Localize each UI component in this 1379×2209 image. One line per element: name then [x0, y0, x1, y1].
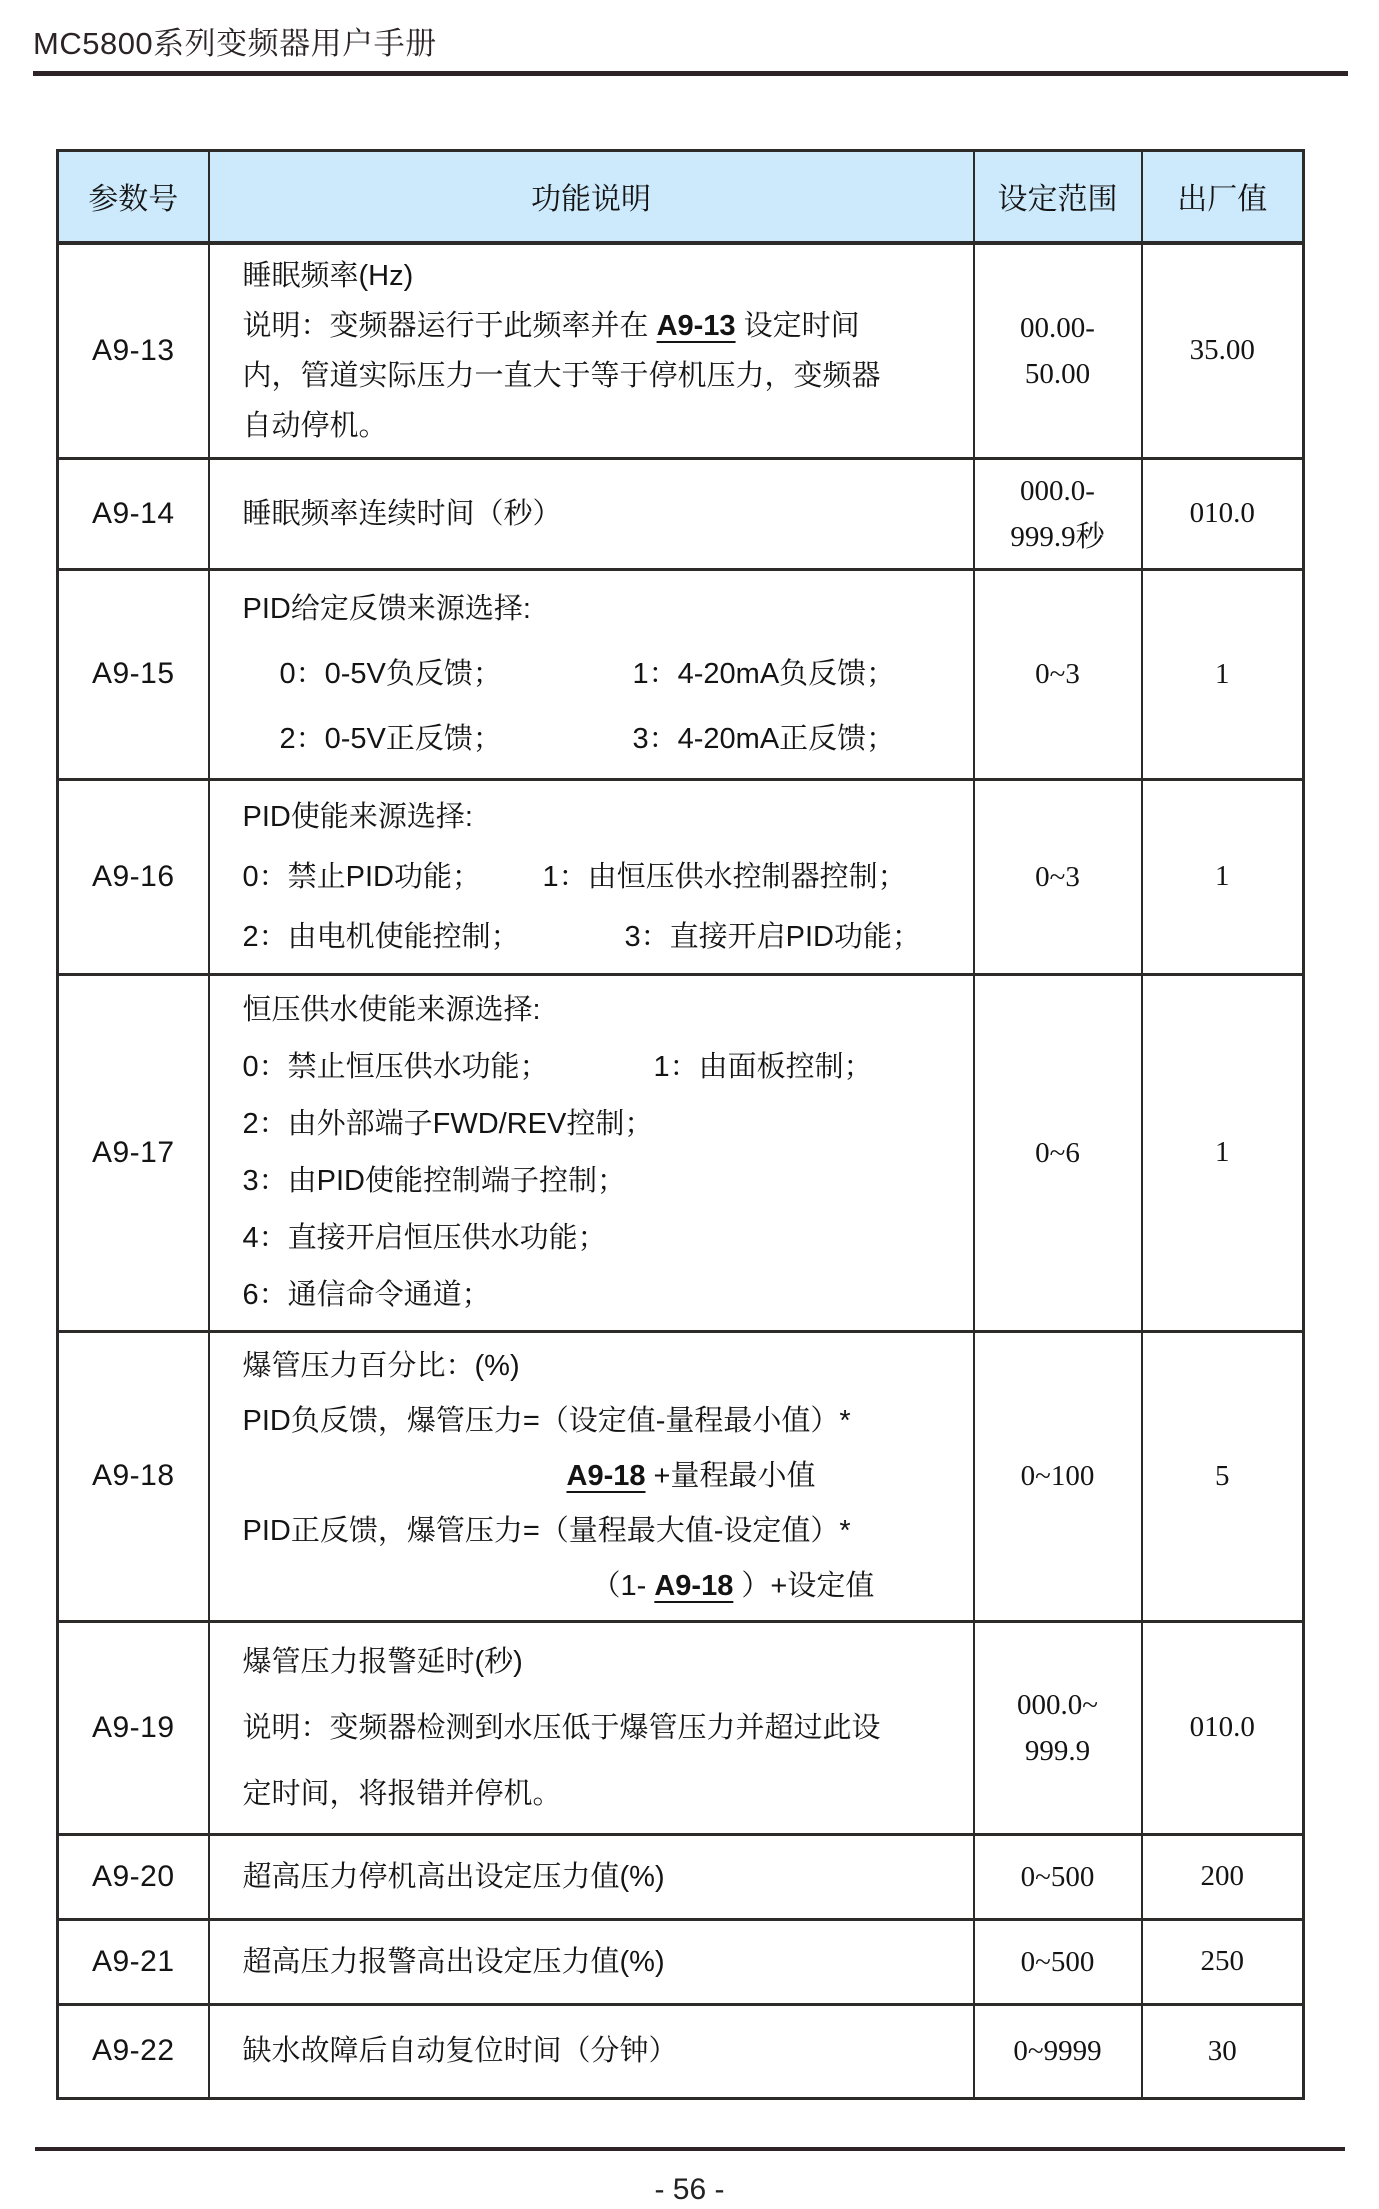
desc-line — [243, 1210, 955, 1267]
desc-text: 超高压力停机高出设定压力值(%) — [242, 1860, 665, 1893]
range-line: 50.00 — [1024, 357, 1091, 390]
column-header-desc: 功能说明 — [209, 151, 974, 243]
page-header-title: MC5800系列变频器用户手册 — [33, 26, 437, 61]
range-line: 0~6 — [1035, 1136, 1080, 1169]
range-line: 000.0- — [1020, 474, 1095, 507]
param-reference: A9-18 — [566, 1459, 646, 1492]
range-cell — [974, 779, 1142, 974]
page-header — [0, 24, 1379, 76]
param-cell: A9-19 — [58, 1621, 209, 1834]
desc-line — [243, 982, 955, 1039]
desc-text: 0：0-5V负反馈； — [279, 657, 502, 690]
default-cell: 250 — [1142, 1919, 1304, 2004]
desc-line — [243, 2027, 955, 2075]
desc-text: 定时间，将报错并停机。 — [242, 1777, 562, 1810]
column-header-default: 出厂值 — [1142, 151, 1304, 243]
desc-line — [243, 1039, 955, 1096]
footer-rule — [35, 2147, 1345, 2151]
desc-line — [280, 642, 955, 707]
table-row — [58, 1834, 1304, 1919]
param-cell: A9-21 — [58, 1919, 209, 2004]
desc-line — [243, 1761, 955, 1827]
desc-text: 缺水故障后自动复位时间（分钟） — [242, 2035, 678, 2067]
param-cell: A9-13 — [58, 243, 209, 459]
desc-line — [243, 1853, 955, 1901]
range-cell — [974, 1331, 1142, 1621]
range-line: 00.00- — [1020, 311, 1095, 344]
range-cell — [974, 1919, 1142, 2004]
desc-cell — [209, 1834, 974, 1919]
desc-line — [280, 707, 955, 772]
desc-line — [243, 1096, 955, 1153]
column-header-param: 参数号 — [58, 151, 209, 243]
desc-text: 恒压供水使能来源选择: — [242, 993, 541, 1026]
default-cell: 1 — [1142, 974, 1304, 1331]
desc-line — [243, 1938, 955, 1986]
table-header-row — [58, 151, 1304, 243]
range-line: 999.9秒 — [1010, 520, 1105, 553]
parameter-table — [56, 149, 1305, 2100]
desc-cell — [209, 1331, 974, 1621]
desc-text: 6：通信命令通道； — [242, 1278, 491, 1311]
table-row — [58, 974, 1304, 1331]
param-reference: A9-18 — [654, 1569, 734, 1602]
table-row — [58, 458, 1304, 569]
desc-text: 3：4-20mA正反馈； — [632, 722, 896, 755]
desc-cell — [209, 458, 974, 569]
desc-line — [243, 351, 955, 401]
column-header-range: 设定范围 — [974, 151, 1142, 243]
desc-cell — [209, 974, 974, 1331]
desc-cell — [209, 569, 974, 779]
desc-text: +量程最小值 — [645, 1459, 816, 1492]
range-line: 0~3 — [1035, 658, 1080, 690]
desc-text: 2：由电机使能控制； — [242, 920, 520, 953]
desc-line — [243, 577, 955, 642]
range-cell — [974, 569, 1142, 779]
desc-text: 睡眠频率连续时间（秒） — [242, 497, 562, 530]
param-reference: A9-13 — [656, 309, 736, 342]
range-line: 999.9 — [1024, 1734, 1091, 1767]
desc-line — [243, 1629, 955, 1695]
range-cell — [974, 458, 1142, 569]
range-line: 000.0~ — [1017, 1688, 1098, 1721]
default-cell: 1 — [1142, 779, 1304, 974]
range-cell — [974, 243, 1142, 459]
range-line: 0~500 — [1020, 1860, 1095, 1893]
desc-text: 1：4-20mA负反馈； — [632, 657, 896, 690]
table-row — [58, 243, 1304, 459]
range-line: 0~9999 — [1013, 2035, 1102, 2067]
default-cell: 010.0 — [1142, 1621, 1304, 1834]
desc-text: 超高压力报警高出设定压力值(%) — [242, 1945, 665, 1978]
desc-text: 1：由恒压供水控制器控制； — [542, 860, 907, 893]
desc-text: PID正反馈，爆管压力=（量程最大值-设定值）* — [242, 1514, 851, 1547]
range-cell — [974, 1621, 1142, 1834]
desc-line — [243, 907, 955, 967]
desc-text: 3：由PID使能控制端子控制； — [242, 1164, 626, 1197]
default-cell: 5 — [1142, 1331, 1304, 1621]
desc-text: 睡眠频率(Hz) — [242, 259, 414, 292]
desc-line — [243, 301, 955, 351]
page-number: - 56 - — [654, 2172, 725, 2206]
table-row — [58, 1919, 1304, 2004]
desc-text: 说明：变频器检测到水压低于爆管压力并超过此设 — [242, 1711, 881, 1744]
desc-text: PID给定反馈来源选择: — [242, 592, 531, 625]
table-row — [58, 1621, 1304, 1834]
header-rule — [33, 71, 1348, 76]
desc-line — [243, 401, 955, 451]
desc-text: 1：由面板控制； — [653, 1050, 873, 1083]
default-cell: 35.00 — [1142, 243, 1304, 459]
desc-text: PID负反馈，爆管压力=（设定值-量程最小值）* — [242, 1404, 851, 1437]
page-footer — [0, 2147, 1379, 2207]
range-line: 0~500 — [1020, 1945, 1095, 1978]
desc-text: 2：0-5V正反馈； — [279, 722, 502, 755]
desc-line — [243, 1153, 955, 1210]
table-row — [58, 1331, 1304, 1621]
desc-text: 说明：变频器运行于此频率并在 — [242, 309, 657, 342]
range-cell — [974, 2004, 1142, 2098]
param-cell: A9-17 — [58, 974, 209, 1331]
desc-text: 0：禁止恒压供水功能； — [242, 1050, 549, 1083]
desc-line — [567, 1449, 955, 1504]
desc-text: 设定时间 — [735, 309, 860, 342]
desc-line — [243, 1339, 955, 1394]
desc-line — [243, 490, 955, 538]
desc-line — [592, 1559, 955, 1614]
desc-text: 自动停机。 — [242, 409, 388, 442]
param-cell: A9-15 — [58, 569, 209, 779]
desc-line — [243, 251, 955, 301]
desc-text: 3：直接开启PID功能； — [624, 920, 921, 953]
desc-text: ）+设定值 — [733, 1569, 875, 1602]
table-row — [58, 569, 1304, 779]
desc-cell — [209, 1919, 974, 2004]
desc-line — [243, 1394, 955, 1449]
desc-text: PID使能来源选择: — [242, 800, 473, 833]
desc-text: 0：禁止PID功能； — [242, 860, 481, 893]
desc-text: 2：由外部端子FWD/REV控制； — [242, 1107, 654, 1140]
default-cell: 010.0 — [1142, 458, 1304, 569]
param-cell: A9-16 — [58, 779, 209, 974]
range-line: 0~100 — [1020, 1460, 1095, 1492]
desc-text: （1- — [591, 1569, 655, 1602]
desc-line — [243, 847, 955, 907]
desc-cell — [209, 2004, 974, 2098]
desc-text: 爆管压力报警延时(秒) — [242, 1645, 523, 1678]
table-row — [58, 779, 1304, 974]
desc-line — [243, 1504, 955, 1559]
desc-text: 爆管压力百分比：(%) — [242, 1349, 520, 1382]
desc-line — [243, 787, 955, 847]
param-cell: A9-18 — [58, 1331, 209, 1621]
param-cell: A9-20 — [58, 1834, 209, 1919]
default-cell: 30 — [1142, 2004, 1304, 2098]
default-cell: 1 — [1142, 569, 1304, 779]
table-row — [58, 2004, 1304, 2098]
default-cell: 200 — [1142, 1834, 1304, 1919]
param-cell: A9-22 — [58, 2004, 209, 2098]
desc-text: 4：直接开启恒压供水功能； — [242, 1221, 607, 1254]
desc-line — [243, 1267, 955, 1324]
param-cell: A9-14 — [58, 458, 209, 569]
table-body — [58, 243, 1304, 2099]
desc-cell — [209, 243, 974, 459]
manual-page — [0, 24, 1379, 2209]
desc-cell — [209, 1621, 974, 1834]
range-cell — [974, 974, 1142, 1331]
desc-line — [243, 1695, 955, 1761]
desc-cell — [209, 779, 974, 974]
range-cell — [974, 1834, 1142, 1919]
range-line: 0~3 — [1035, 860, 1080, 893]
desc-text: 内，管道实际压力一直大于等于停机压力，变频器 — [242, 359, 881, 392]
